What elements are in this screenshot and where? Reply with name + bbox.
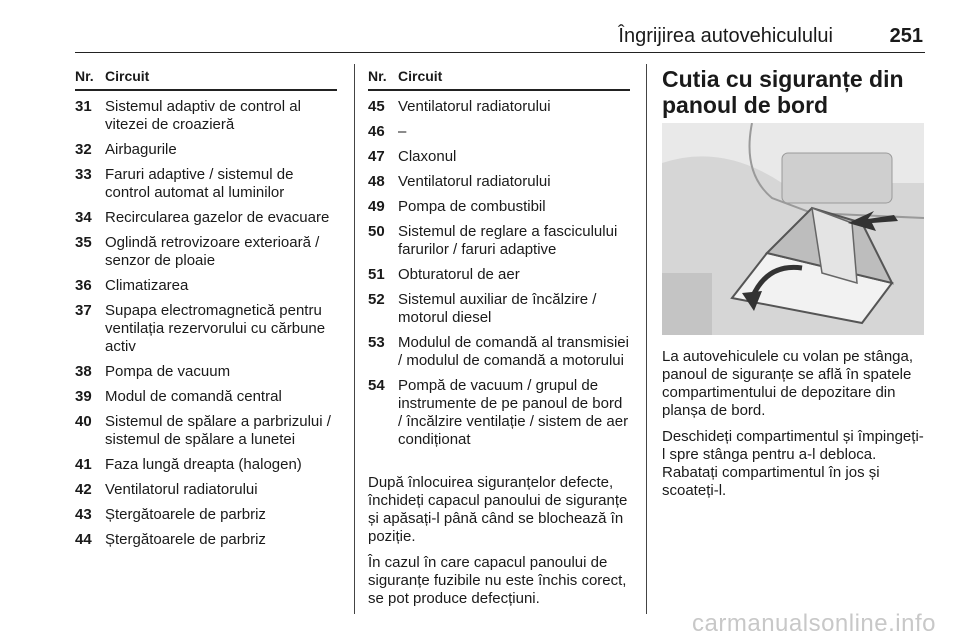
- fuse-number: 31: [75, 98, 92, 115]
- section-heading: Cutia cu siguranțe din panoul de bord: [662, 66, 904, 118]
- table-header: [368, 64, 630, 91]
- fuse-number: 37: [75, 302, 92, 319]
- fuse-number: 48: [368, 173, 385, 190]
- fuse-number: 41: [75, 456, 92, 473]
- fuse-number: 45: [368, 98, 385, 115]
- table-row: [75, 166, 337, 202]
- circuit-description: Ștergătoarele de parbriz: [105, 506, 266, 523]
- table-row: [75, 234, 337, 270]
- table-row: [368, 334, 630, 370]
- fuse-number: 51: [368, 266, 385, 283]
- circuit-description: Airbagurile: [105, 141, 177, 158]
- circuit-description: –: [398, 123, 407, 140]
- table-row: [75, 363, 337, 381]
- circuit-description: Obturatorul de aer: [398, 266, 520, 283]
- circuit-description: Ventilatorul radiatorului: [398, 98, 551, 115]
- fuse-number: 40: [75, 413, 92, 430]
- page-header: [75, 22, 925, 53]
- table-row: [75, 277, 337, 295]
- table-row: [75, 209, 337, 227]
- watermark: carmanualsonline.info: [692, 610, 936, 637]
- table-row: [75, 481, 337, 499]
- fuse-number: 34: [75, 209, 92, 226]
- table-row: [368, 291, 630, 327]
- fuse-number: 52: [368, 291, 385, 308]
- column-header-circuit: Circuit: [398, 68, 443, 84]
- fuse-number: 32: [75, 141, 92, 158]
- circuit-description: Pompa de combustibil: [398, 198, 546, 215]
- table-row: [368, 266, 630, 284]
- table-row: [368, 198, 630, 216]
- column-divider: [646, 64, 647, 614]
- circuit-description: Ventilatorul radiatorului: [105, 481, 258, 498]
- fuse-number: 39: [75, 388, 92, 405]
- fuse-table-middle: [368, 64, 630, 449]
- table-row: [368, 377, 630, 449]
- table-header: [75, 64, 337, 91]
- circuit-description: Faruri adaptive / sistemul de control automat al luminilor: [105, 166, 294, 201]
- circuit-description: Sistemul de reglare a fasciculului farurilor / faruri adaptive: [398, 223, 618, 258]
- circuit-description: Modulul de comandă al transmisiei / modulul de comandă a motorului: [398, 334, 629, 369]
- replacement-instructions: [368, 474, 636, 616]
- table-row: [368, 173, 630, 191]
- fuse-number: 53: [368, 334, 385, 351]
- table-row: [368, 123, 630, 141]
- circuit-description: Ventilatorul radiatorului: [398, 173, 551, 190]
- column-header-circuit: Circuit: [105, 68, 150, 84]
- circuit-description: Climatizarea: [105, 277, 189, 294]
- glovebox-diagram: [662, 123, 924, 335]
- page-number: 251: [889, 25, 923, 47]
- fuse-box-illustration: [662, 123, 924, 335]
- table-row: [75, 141, 337, 159]
- table-row: [75, 98, 337, 134]
- fuse-number: 49: [368, 198, 385, 215]
- table-row: [75, 388, 337, 406]
- table-row: [75, 531, 337, 549]
- column-header-nr: Nr.: [75, 68, 94, 84]
- table-row: [75, 413, 337, 449]
- circuit-description: Pompă de vacuum / grupul de instrumente de pe panoul de bord / încălzire ventilație / sistem de aer condiționat: [398, 377, 629, 448]
- table-row: [75, 456, 337, 474]
- column-divider: [354, 64, 355, 614]
- circuit-description: Recircularea gazelor de evacuare: [105, 209, 330, 226]
- circuit-description: Oglindă retrovizoare exterioară / senzor de ploaie: [105, 234, 320, 269]
- circuit-description: Sistemul adaptiv de control al vitezei de croazieră: [105, 98, 301, 133]
- fuse-number: 38: [75, 363, 92, 380]
- fuse-number: 42: [75, 481, 92, 498]
- paragraph: La autovehiculele cu volan pe stânga, panoul de siguranțe se află în spatele compartimentului de depozitare din planșa de bord.: [662, 348, 914, 419]
- table-row: [75, 302, 337, 356]
- circuit-description: Modul de comandă central: [105, 388, 282, 405]
- table-row: [368, 148, 630, 166]
- fuse-number: 54: [368, 377, 385, 394]
- paragraph: Deschideți compartimentul și împingeți-l spre stânga pentru a-l debloca. Rabatați compartimentul în jos și scoateți-l.: [662, 428, 924, 499]
- circuit-description: Claxonul: [398, 148, 457, 165]
- circuit-description: Sistemul de spălare a parbrizului / sistemul de spălare a lunetei: [105, 413, 331, 448]
- table-row: [75, 506, 337, 524]
- fuse-number: 33: [75, 166, 92, 183]
- circuit-description: Sistemul auxiliar de încălzire / motorul diesel: [398, 291, 597, 326]
- fuse-table-left: [75, 64, 337, 549]
- fuse-number: 47: [368, 148, 385, 165]
- paragraph: După înlocuirea siguranțelor defecte, închideți capacul panoului de siguranțe și apăsați-l până când se blochează în poziție.: [368, 474, 628, 545]
- circuit-description: Ștergătoarele de parbriz: [105, 531, 266, 548]
- table-row: [368, 223, 630, 259]
- column-header-nr: Nr.: [368, 68, 387, 84]
- circuit-description: Supapa electromagnetică pentru ventilația rezervorului cu cărbune activ: [105, 302, 326, 355]
- section-title: Îngrijirea autovehiculului: [618, 25, 833, 47]
- paragraph: În cazul în care capacul panoului de siguranțe fuzibile nu este închis corect, se pot produce defecțiuni.: [368, 554, 627, 607]
- fuse-number: 50: [368, 223, 385, 240]
- fuse-number: 44: [75, 531, 92, 548]
- fuse-box-instructions: [662, 348, 927, 508]
- circuit-description: Pompa de vacuum: [105, 363, 231, 380]
- fuse-number: 46: [368, 123, 385, 140]
- circuit-description: Faza lungă dreapta (halogen): [105, 456, 302, 473]
- table-row: [368, 98, 630, 116]
- fuse-number: 43: [75, 506, 92, 523]
- fuse-number: 36: [75, 277, 92, 294]
- fuse-number: 35: [75, 234, 92, 251]
